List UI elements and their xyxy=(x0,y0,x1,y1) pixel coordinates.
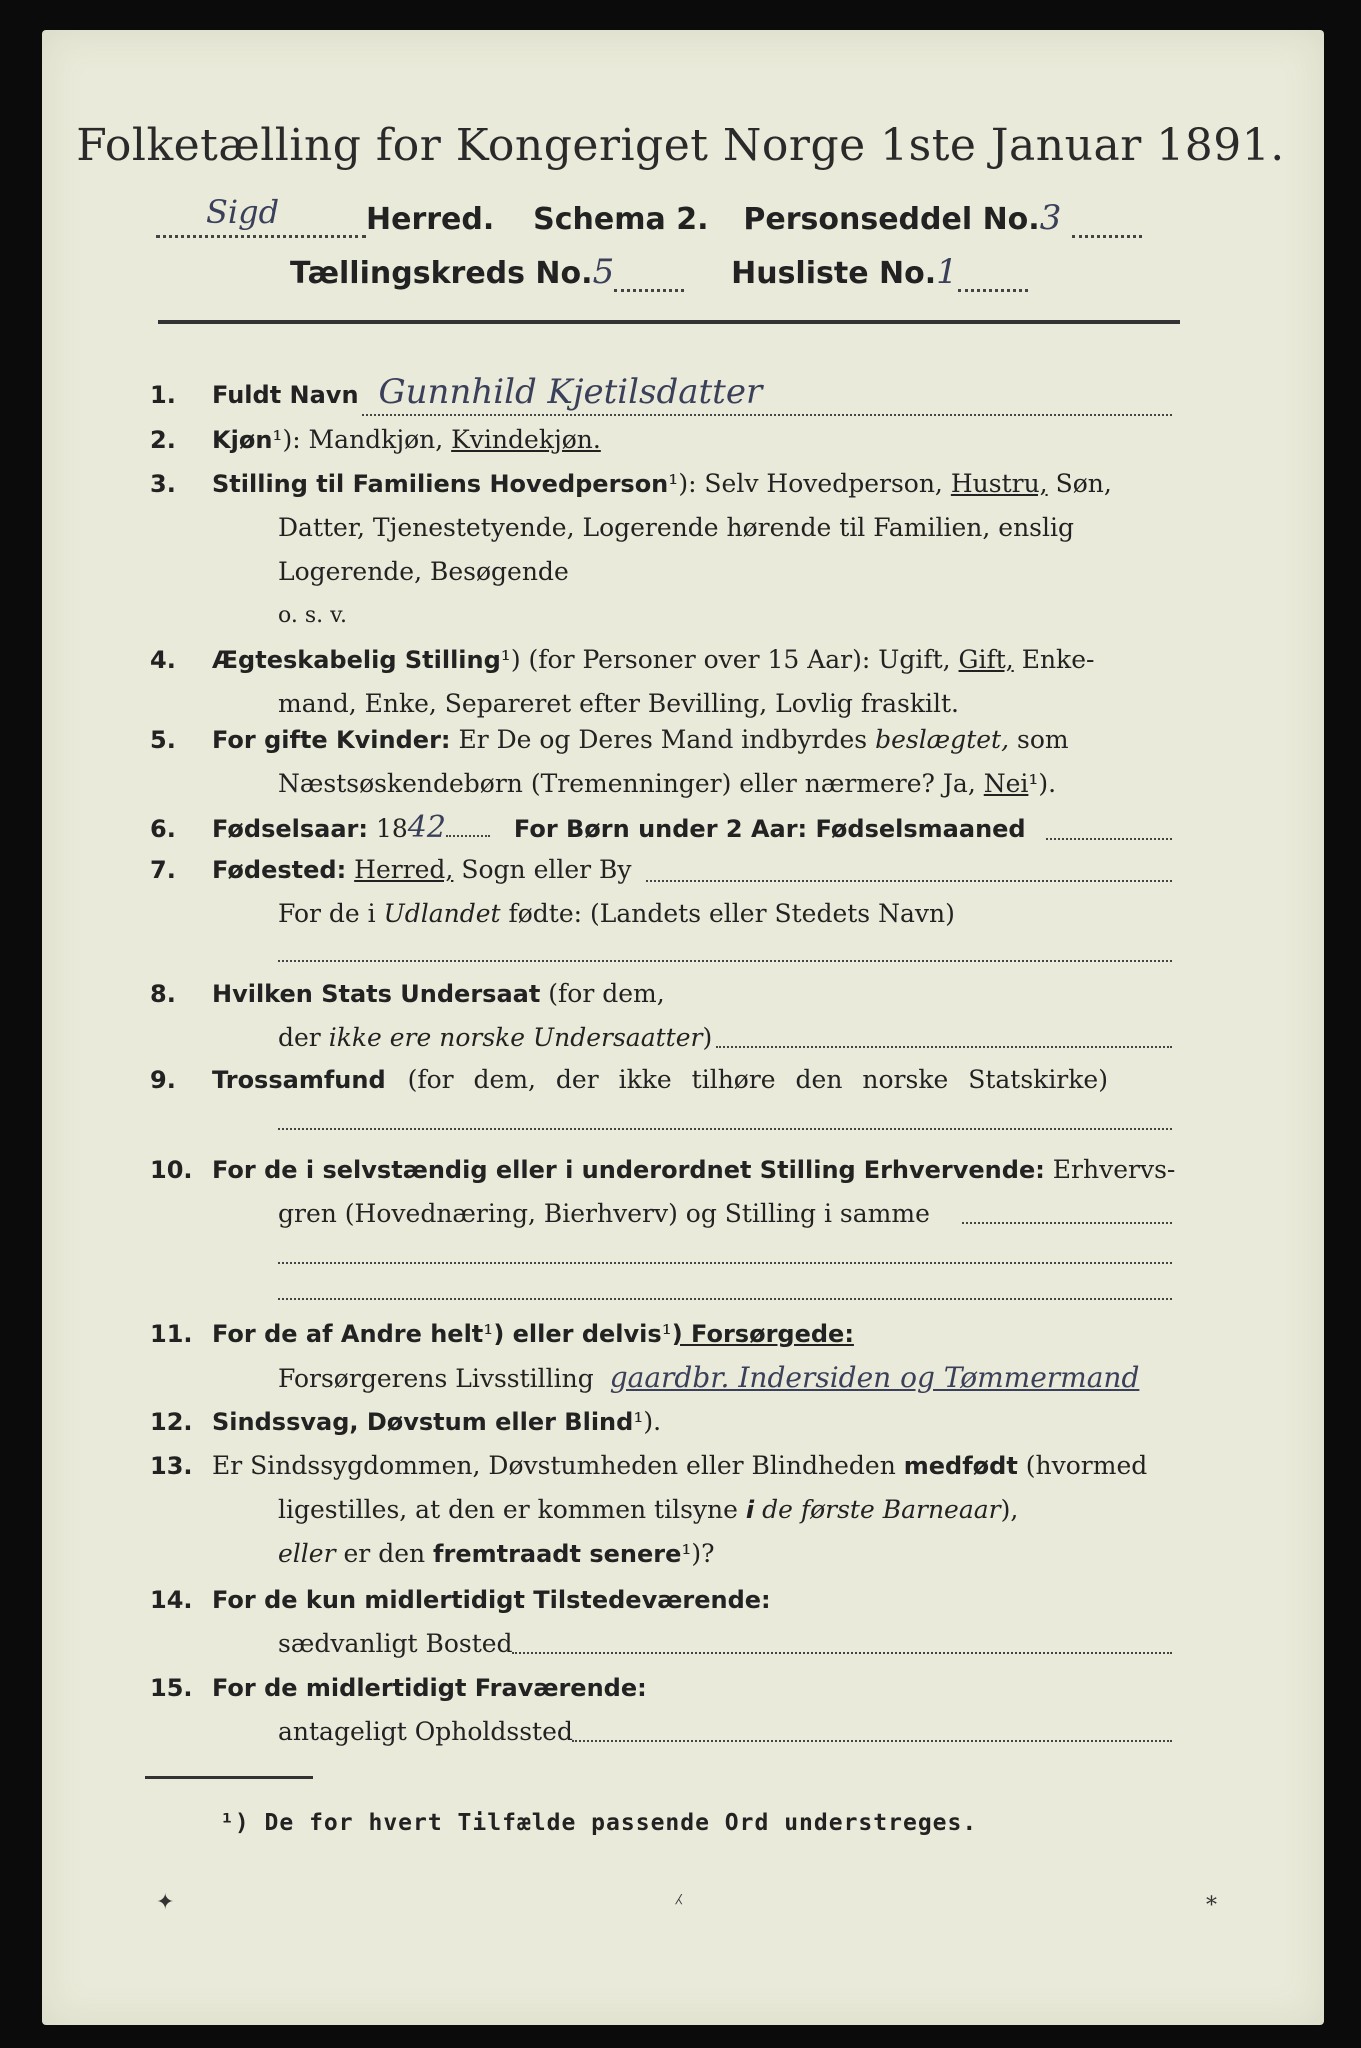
q12-row: 12. Sindssvag, Døvstum eller Blind¹). xyxy=(150,1407,662,1436)
q9-row: 9. Trossamfund (for dem, der ikke tilhøre den norske Statskirke) xyxy=(150,1065,1108,1094)
q4-row: 4. Ægteskabelig Stilling¹) (for Personer over 15 Aar): Ugift, Gift, Enke- xyxy=(150,645,1095,674)
corner-mark-right: ⁎ xyxy=(1206,1886,1217,1911)
husliste-label: Husliste No. xyxy=(731,256,937,291)
q1-label: Fuldt Navn xyxy=(212,381,359,409)
q6-year-value: 42 xyxy=(407,810,446,845)
q7-row: 7. Fødested: Herred, Sogn eller By xyxy=(150,855,632,884)
husliste-value: 1 xyxy=(936,252,958,292)
q7-selected: Herred, xyxy=(354,855,454,884)
q11-line2: Forsørgerens Livsstilling gaardbr. Indersiden og Tømmermand xyxy=(278,1361,1140,1394)
q3-row: 3. Stilling til Familiens Hovedperson¹): Selv Hovedperson, Hustru, Søn, xyxy=(150,469,1112,498)
q4-selected: Gift, xyxy=(958,645,1014,674)
q8-line2: der ikke ere norske Undersaatter) xyxy=(278,1023,713,1052)
personseddel-label: Personseddel No. xyxy=(743,202,1040,237)
form-title: Folketælling for Kongeriget Norge 1ste Januar 1891. xyxy=(76,120,1285,171)
q8-row: 8. Hvilken Stats Undersaat (for dem, xyxy=(150,979,665,1008)
q15-row: 15. For de midlertidigt Fraværende: xyxy=(150,1674,647,1702)
q10-row: 10. For de i selvstændig eller i underordnet Stilling Erhvervende: Erhvervs- xyxy=(150,1155,1176,1184)
q5-selected: Nei xyxy=(983,769,1029,798)
kreds-value: 5 xyxy=(592,252,615,292)
q2-row: 2. Kjøn¹): Mandkjøn, Kvindekjøn. xyxy=(150,425,601,454)
q11-provider-value: gaardbr. Indersiden og Tømmermand xyxy=(609,1361,1140,1394)
header-rule xyxy=(158,320,1180,324)
q5-line2: Næstsøskendebørn (Tremenninger) eller nærmere? Ja, Nei¹). xyxy=(278,769,1057,798)
herred-label: Herred. xyxy=(366,202,495,237)
q5-row: 5. For gifte Kvinder: Er De og Deres Mand indbyrdes beslægtet, som xyxy=(150,725,1069,754)
corner-mark-center: ⁁ xyxy=(676,1880,682,1905)
herred-value: Sigd xyxy=(206,193,280,231)
corner-mark-left: ✦ xyxy=(156,1890,175,1915)
footnote: ¹) De for hvert Tilfælde passende Ord understreges. xyxy=(220,1810,978,1836)
herred-field xyxy=(156,193,366,238)
q13-line3: eller er den fremtraadt senere¹)? xyxy=(278,1539,715,1568)
schema-label: Schema 2. xyxy=(533,202,709,237)
q11-row: 11. For de af Andre helt¹) eller delvis¹) Forsørgede: xyxy=(150,1319,854,1348)
herred-line xyxy=(156,193,1181,238)
kreds-label: Tællingskreds No. xyxy=(290,256,593,291)
q13-row: 13. Er Sindssygdommen, Døvstumheden eller Blindheden medfødt (hvormed xyxy=(150,1451,1148,1480)
q6-row: 6. Fødselsaar: 1842 For Børn under 2 Aar: Fødselsmaaned xyxy=(150,810,1026,845)
q3-selected: Hustru, xyxy=(950,469,1048,498)
kreds-line xyxy=(290,252,1070,292)
q7-line2: For de i Udlandet fødte: (Landets eller Stedets Navn) xyxy=(278,899,955,928)
q1-name-value: Gunnhild Kjetilsdatter xyxy=(378,372,763,412)
footnote-rule xyxy=(145,1776,313,1779)
q14-row: 14. For de kun midlertidigt Tilstedeværende: xyxy=(150,1586,771,1614)
personseddel-value: 3 xyxy=(1039,198,1062,238)
q1-row: 1. Fuldt Navn Gunnhild Kjetilsdatter xyxy=(150,372,763,412)
q2-selected: Kvindekjøn. xyxy=(451,425,601,454)
q13-line2: ligestilles, at den er kommen tilsyne i de første Barneaar), xyxy=(278,1495,1019,1524)
